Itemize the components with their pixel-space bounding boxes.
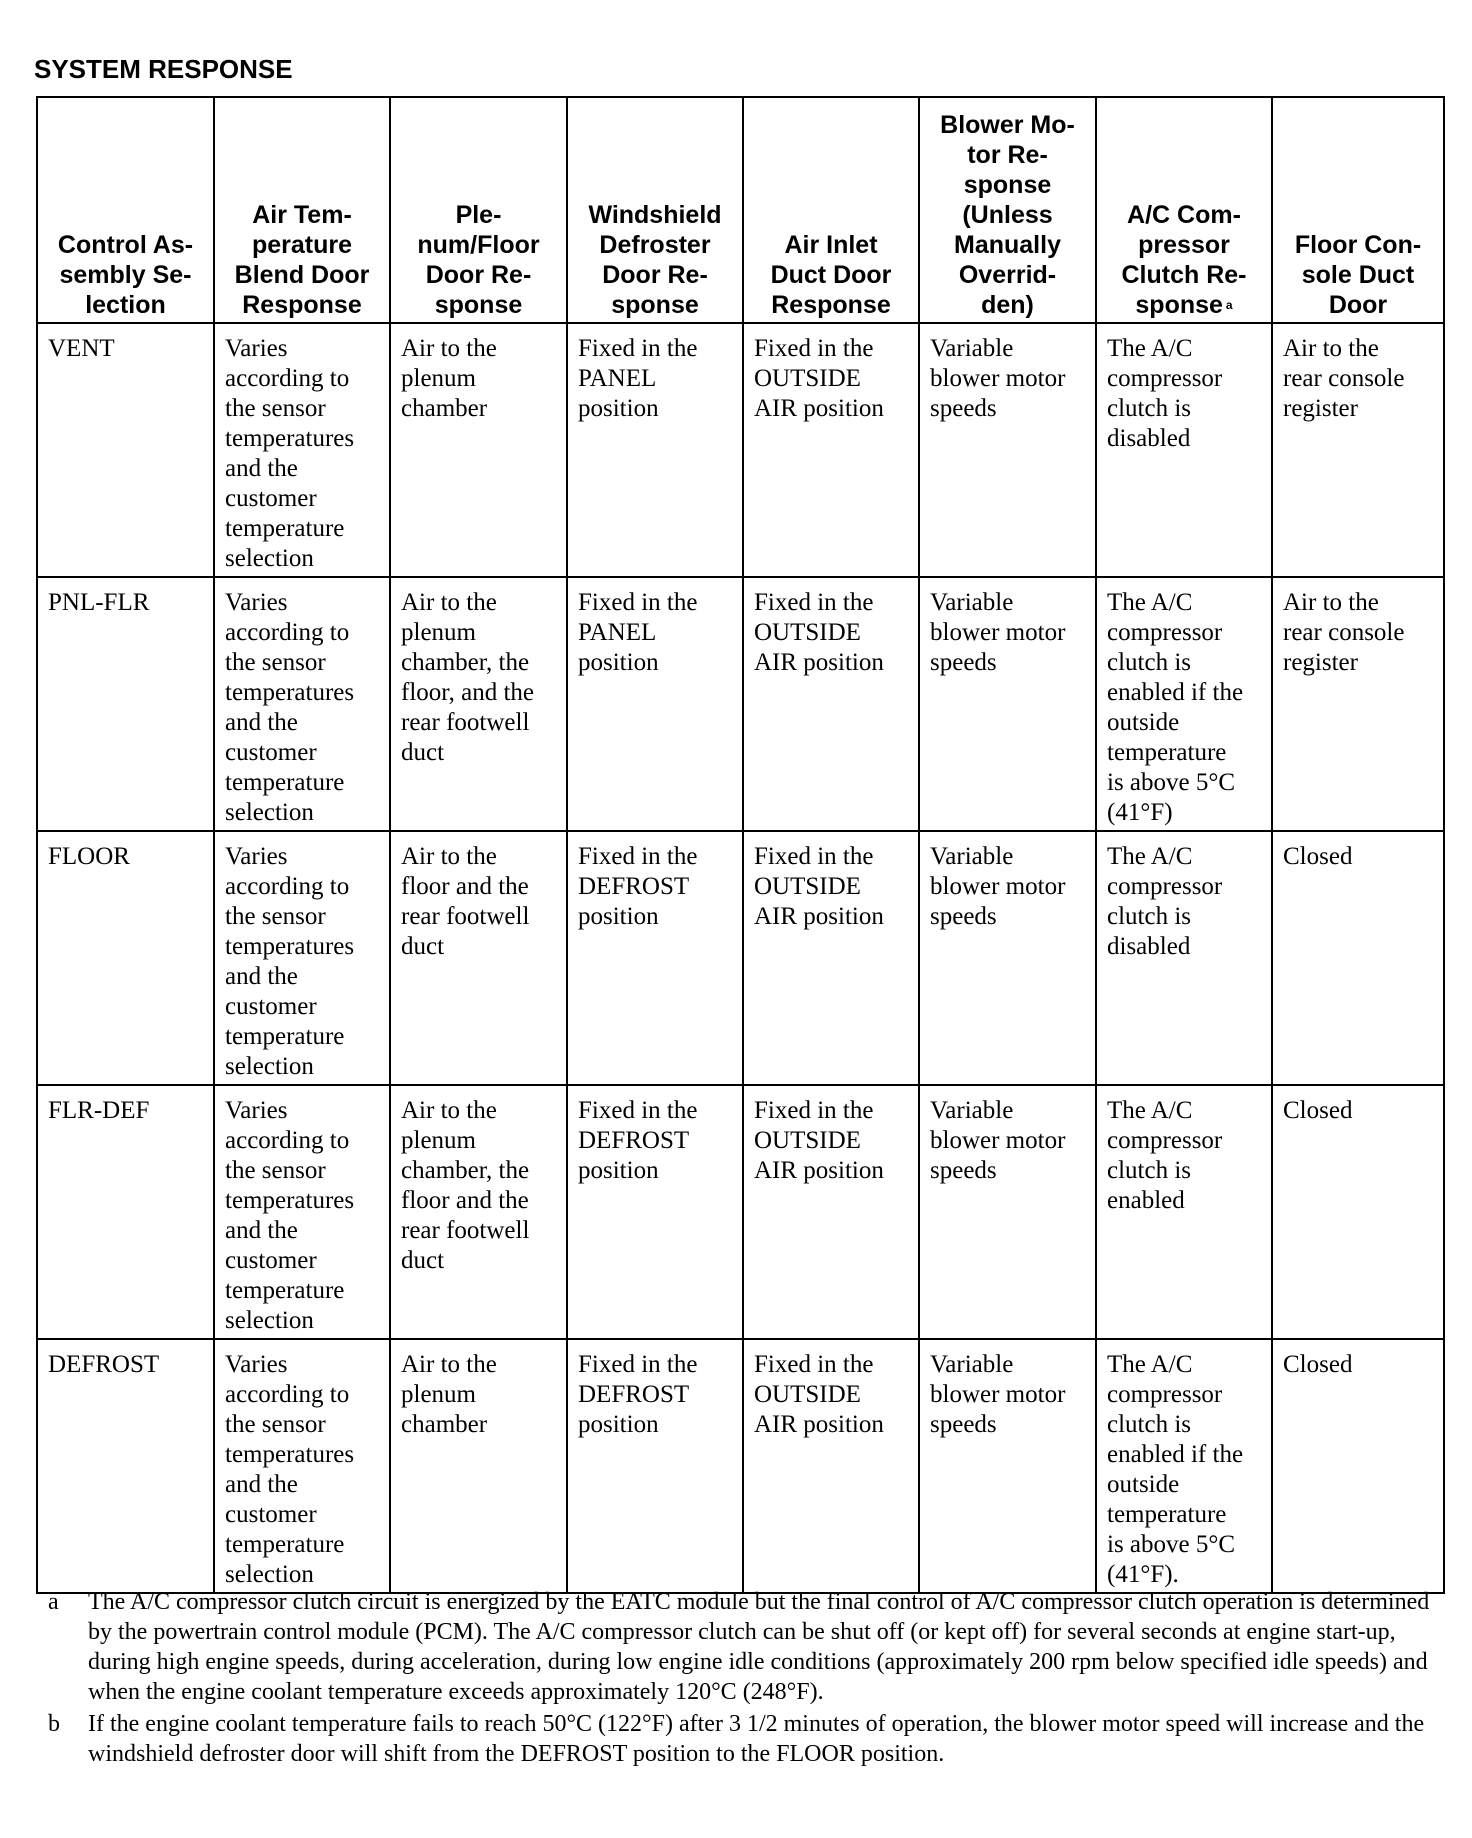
table-cell (1272, 1339, 1444, 1593)
column-header-line: Control As- (57, 231, 194, 259)
cell-line: Fixed in the (578, 589, 698, 616)
cell-line: Fixed in the (578, 335, 698, 362)
column-header-line: Windshield (588, 201, 722, 229)
column-header (1096, 97, 1272, 323)
column-header-line: Air Inlet (784, 231, 878, 259)
cell-line: temperature (225, 1531, 345, 1558)
cell-line: temperature (1107, 739, 1227, 766)
column-header-line: Overrid- (958, 261, 1057, 289)
column-header-line: sponse (434, 291, 523, 319)
column-header (1272, 97, 1444, 323)
column-header-line: (Unless (962, 201, 1053, 229)
cell-line: The A/C (1107, 589, 1193, 616)
column-header-line: Clutch Re- (1121, 261, 1247, 289)
cell-line: chamber, the (401, 1157, 530, 1184)
cell-line: temperatures (225, 933, 355, 960)
table-body (37, 323, 1444, 1593)
column-header (743, 97, 919, 323)
table-cell (567, 831, 743, 1085)
table-cell (743, 1085, 919, 1339)
cell-line: compressor (1107, 365, 1223, 392)
column-header-line: Blend Door (234, 261, 370, 289)
cell-line: compressor (1107, 1381, 1223, 1408)
table-row (37, 1339, 1444, 1593)
table-cell (567, 323, 743, 577)
column-header-line: Duct Door (770, 261, 892, 289)
cell-line: compressor (1107, 619, 1223, 646)
cell-line: VENT (48, 335, 115, 362)
cell-line: duct (401, 739, 445, 766)
cell-line: according to (225, 1381, 350, 1408)
cell-line: and the (225, 963, 298, 990)
table-cell (743, 831, 919, 1085)
row-label-cell (37, 577, 214, 831)
column-header-line: Blower Mo- (940, 111, 1075, 139)
table-cell (214, 323, 390, 577)
cell-line: Varies (225, 843, 288, 870)
cell-line: The A/C (1107, 335, 1193, 362)
cell-line: PANEL (578, 365, 657, 392)
column-header-line: Response (771, 291, 891, 319)
cell-line: Air to the (1283, 589, 1379, 616)
table-row (37, 323, 1444, 577)
cell-line: Air to the (401, 335, 497, 362)
cell-line: OUTSIDE (754, 1381, 861, 1408)
table-cell (743, 577, 919, 831)
cell-line: temperatures (225, 1441, 355, 1468)
column-header (567, 97, 743, 323)
cell-line: the sensor (225, 903, 326, 930)
cell-line: (41°F). (1107, 1561, 1179, 1588)
cell-line: DEFROST (48, 1351, 160, 1378)
cell-line: FLR-DEF (48, 1097, 150, 1124)
footnote (36, 1709, 1446, 1769)
footnote-text: The A/C compressor clutch circuit is energized by the EATC module but the final control of A/C compressor clutch operation is determined by the powertrain control module (PCM). The A/C compressor clutch can be shut off (or kept off) for several seconds at engine start-up, during high engine speeds, during acceleration, during low engine idle conditions (approximately 200 rpm below specified idle speeds) and when the engine coolant temperature exceeds approximately 120°C (248°F). (88, 1589, 1430, 1705)
cell-line: floor, and the (401, 679, 534, 706)
cell-line: according to (225, 873, 350, 900)
cell-line: DEFROST (578, 873, 690, 900)
table-row (37, 1085, 1444, 1339)
cell-line: Fixed in the (754, 1097, 874, 1124)
cell-line: rear footwell (401, 709, 530, 736)
cell-line: according to (225, 365, 350, 392)
page-title: SYSTEM RESPONSE (34, 54, 293, 84)
cell-line: customer (225, 485, 317, 512)
column-header-line: sembly Se- (59, 261, 192, 289)
column-header-line: sponse (611, 291, 699, 319)
cell-line: outside (1107, 709, 1180, 736)
cell-line: The A/C (1107, 843, 1193, 870)
cell-line: speeds (930, 649, 997, 676)
cell-line: clutch is (1107, 395, 1192, 422)
column-header-line: Door (1328, 291, 1388, 319)
cell-line: Variable (930, 1351, 1014, 1378)
table-cell (567, 1085, 743, 1339)
cell-line: temperatures (225, 1187, 355, 1214)
cell-line: the sensor (225, 649, 326, 676)
cell-line: position (578, 1411, 659, 1438)
table-cell (214, 1339, 390, 1593)
table-cell (390, 1339, 567, 1593)
cell-line: AIR position (754, 1411, 884, 1438)
cell-line: AIR position (754, 649, 884, 676)
table-cell (567, 1339, 743, 1593)
column-header (919, 97, 1096, 323)
table-cell (1272, 1085, 1444, 1339)
footnote-letter: a (48, 1589, 59, 1615)
column-header-line: num/Floor (417, 231, 540, 259)
cell-line: speeds (930, 1157, 997, 1184)
table-cell (390, 831, 567, 1085)
table-cell (1096, 323, 1272, 577)
cell-line: disabled (1107, 425, 1191, 452)
cell-line: The A/C (1107, 1097, 1193, 1124)
cell-line: Closed (1283, 1097, 1353, 1124)
cell-line: temperature (225, 515, 345, 542)
column-header (37, 97, 214, 323)
row-label-cell (37, 1339, 214, 1593)
cell-line: clutch is (1107, 903, 1192, 930)
cell-line: Variable (930, 335, 1014, 362)
cell-line: enabled (1107, 1187, 1185, 1214)
column-header-line: sponse $^a$ (1135, 291, 1233, 319)
cell-line: Variable (930, 843, 1014, 870)
table-cell (919, 577, 1096, 831)
column-header-line: sponse (963, 171, 1052, 199)
column-header-line: A/C Com- (1127, 201, 1241, 229)
column-header-line: lection (85, 291, 166, 319)
cell-line: speeds (930, 395, 997, 422)
cell-line: rear console (1283, 619, 1405, 646)
cell-line: Air to the (401, 1351, 497, 1378)
column-header-line: Door Re- (602, 261, 708, 289)
cell-line: duct (401, 1247, 445, 1274)
table-cell (919, 831, 1096, 1085)
cell-line: temperature (225, 1023, 345, 1050)
cell-line: and the (225, 709, 298, 736)
cell-line: position (578, 395, 659, 422)
cell-line: DEFROST (578, 1127, 690, 1154)
cell-line: Air to the (401, 1097, 497, 1124)
cell-line: Air to the (401, 843, 497, 870)
cell-line: temperature (1107, 1501, 1227, 1528)
cell-line: Closed (1283, 1351, 1353, 1378)
footnote-marker: a (1225, 298, 1233, 312)
column-header-line: Ple- (455, 201, 502, 229)
table-cell (1272, 323, 1444, 577)
cell-line: OUTSIDE (754, 365, 861, 392)
cell-line: rear footwell (401, 903, 530, 930)
cell-line: PNL-FLR (48, 589, 150, 616)
cell-line: and the (225, 455, 298, 482)
cell-line: floor and the (401, 1187, 529, 1214)
cell-line: according to (225, 619, 350, 646)
cell-line: selection (225, 545, 314, 572)
cell-line: disabled (1107, 933, 1191, 960)
cell-line: blower motor (930, 1381, 1066, 1408)
cell-line: rear footwell (401, 1217, 530, 1244)
cell-line: clutch is (1107, 1157, 1192, 1184)
column-header (214, 97, 390, 323)
table-cell (214, 577, 390, 831)
cell-line: The A/C (1107, 1351, 1193, 1378)
cell-line: Variable (930, 589, 1014, 616)
table-row (37, 831, 1444, 1085)
cell-line: customer (225, 739, 317, 766)
cell-line: OUTSIDE (754, 873, 861, 900)
cell-line: speeds (930, 903, 997, 930)
cell-line: is above 5°C (1107, 769, 1236, 796)
footnote (36, 1587, 1446, 1707)
cell-line: selection (225, 799, 314, 826)
table-cell (919, 323, 1096, 577)
cell-line: blower motor (930, 619, 1066, 646)
cell-line: selection (225, 1053, 314, 1080)
cell-line: Fixed in the (754, 843, 874, 870)
column-header-line: Response (242, 291, 362, 319)
cell-line: AIR position (754, 903, 884, 930)
column-header-line: Defroster (599, 231, 711, 259)
cell-line: AIR position (754, 1157, 884, 1184)
table-cell (1272, 831, 1444, 1085)
column-header-line: den) (981, 291, 1034, 319)
cell-line: outside (1107, 1471, 1180, 1498)
cell-line: position (578, 1157, 659, 1184)
cell-line: temperature (225, 769, 345, 796)
cell-line: register (1283, 649, 1358, 676)
cell-line: Varies (225, 335, 288, 362)
cell-line: OUTSIDE (754, 619, 861, 646)
cell-line: plenum (401, 1127, 476, 1154)
cell-line: customer (225, 1501, 317, 1528)
cell-line: Fixed in the (578, 843, 698, 870)
cell-line: floor and the (401, 873, 529, 900)
cell-line: Fixed in the (578, 1097, 698, 1124)
cell-line: chamber, the (401, 649, 530, 676)
column-header-line: Door Re- (425, 261, 532, 289)
table-row (37, 577, 1444, 831)
table-cell (214, 831, 390, 1085)
table-cell (919, 1085, 1096, 1339)
cell-line: position (578, 903, 659, 930)
column-header-line: Air Tem- (252, 201, 352, 229)
cell-line: rear console (1283, 365, 1405, 392)
cell-line: temperature (225, 1277, 345, 1304)
table-cell (1096, 1085, 1272, 1339)
cell-line: clutch is (1107, 1411, 1192, 1438)
cell-line: plenum (401, 619, 476, 646)
cell-line: selection (225, 1561, 314, 1588)
cell-line: blower motor (930, 873, 1066, 900)
footnote-text: If the engine coolant temperature fails to reach 50°C (122°F) after 3 1/2 minutes of operation, the blower motor speed will increase and the windshield defroster door will shift from the DEFROST position to the FLOOR position. (88, 1711, 1425, 1767)
cell-line: and the (225, 1217, 298, 1244)
table-cell (390, 1085, 567, 1339)
cell-line: Air to the (401, 589, 497, 616)
cell-line: position (578, 649, 659, 676)
cell-line: customer (225, 1247, 317, 1274)
row-label-cell (37, 1085, 214, 1339)
cell-line: Varies (225, 1351, 288, 1378)
cell-line: Closed (1283, 843, 1353, 870)
cell-line: compressor (1107, 1127, 1223, 1154)
table-cell (390, 577, 567, 831)
column-header-line: pressor (1138, 231, 1230, 259)
column-header-line: tor Re- (967, 141, 1048, 169)
cell-line: temperatures (225, 679, 355, 706)
cell-line: (41°F) (1107, 799, 1173, 826)
table-cell (390, 323, 567, 577)
column-header-line: Manually (954, 231, 1061, 259)
cell-line: clutch is (1107, 649, 1192, 676)
cell-line: according to (225, 1127, 350, 1154)
system-response-table (36, 96, 1445, 1594)
cell-line: chamber (401, 395, 488, 422)
cell-line: Varies (225, 1097, 288, 1124)
cell-line: is above 5°C (1107, 1531, 1236, 1558)
cell-line: compressor (1107, 873, 1223, 900)
cell-line: blower motor (930, 1127, 1066, 1154)
column-header-line: sole Duct (1301, 261, 1415, 289)
column-header-line: perature (251, 231, 353, 259)
cell-line: chamber (401, 1411, 488, 1438)
table-cell (743, 1339, 919, 1593)
cell-line: Fixed in the (754, 589, 874, 616)
cell-line: the sensor (225, 395, 326, 422)
cell-line: FLOOR (48, 843, 130, 870)
table-cell (1096, 577, 1272, 831)
row-label-cell (37, 323, 214, 577)
cell-line: speeds (930, 1411, 997, 1438)
header-row (37, 97, 1444, 323)
cell-line: Fixed in the (754, 335, 874, 362)
footnotes (36, 1587, 1446, 1771)
cell-line: PANEL (578, 619, 657, 646)
table-cell (743, 323, 919, 577)
cell-line: plenum (401, 1381, 476, 1408)
cell-line: enabled if the (1107, 1441, 1244, 1468)
column-header (390, 97, 567, 323)
table-cell (919, 1339, 1096, 1593)
table-cell (1096, 1339, 1272, 1593)
cell-line: blower motor (930, 365, 1066, 392)
cell-line: OUTSIDE (754, 1127, 861, 1154)
footnote-letter: b (48, 1711, 60, 1737)
cell-line: Variable (930, 1097, 1014, 1124)
cell-line: duct (401, 933, 445, 960)
cell-line: customer (225, 993, 317, 1020)
table-cell (1272, 577, 1444, 831)
cell-line: temperatures (225, 425, 355, 452)
cell-line: plenum (401, 365, 476, 392)
cell-line: register (1283, 395, 1358, 422)
cell-line: DEFROST (578, 1381, 690, 1408)
table-cell (567, 577, 743, 831)
cell-line: the sensor (225, 1411, 326, 1438)
cell-line: Air to the (1283, 335, 1379, 362)
cell-line: Fixed in the (578, 1351, 698, 1378)
cell-line: the sensor (225, 1157, 326, 1184)
cell-line: Varies (225, 589, 288, 616)
cell-line: and the (225, 1471, 298, 1498)
column-header-line: Floor Con- (1294, 231, 1422, 259)
cell-line: enabled if the (1107, 679, 1244, 706)
cell-line: AIR position (754, 395, 884, 422)
table-cell (214, 1085, 390, 1339)
row-label-cell (37, 831, 214, 1085)
cell-line: selection (225, 1307, 314, 1334)
cell-line: Fixed in the (754, 1351, 874, 1378)
table-cell (1096, 831, 1272, 1085)
